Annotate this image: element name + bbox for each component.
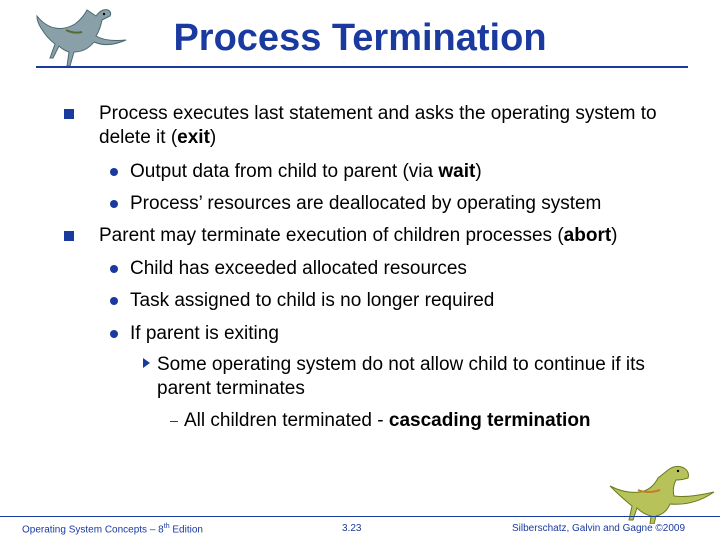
bullet-2-3-1-1-pre: All children terminated - — [184, 410, 389, 431]
dot-bullet-icon — [110, 297, 118, 305]
bullet-2-3-1: Some operating system do not allow child to continue if its parent terminates — [157, 354, 645, 399]
dot-bullet-icon — [110, 330, 118, 338]
bullet-1-post: ) — [209, 127, 217, 148]
bullet-2-3-1-1-bold: cascading termination — [388, 410, 591, 431]
footer-divider — [0, 516, 720, 517]
footer-book-tail: Edition — [169, 524, 203, 536]
dash-bullet-icon — [170, 421, 178, 422]
dot-bullet-icon — [110, 200, 118, 208]
footer-authors: Silberschatz, Galvin and Gagne ©2009 — [512, 523, 686, 534]
bullet-2-1: Child has exceeded allocated resources — [130, 258, 467, 279]
title-divider — [36, 66, 688, 68]
bullet-1-bold: exit — [177, 127, 210, 148]
bullet-2-3: If parent is exiting — [130, 323, 279, 344]
footer-book-sup: th — [163, 523, 170, 530]
square-bullet-icon — [64, 109, 74, 119]
triangle-bullet-icon — [143, 358, 150, 368]
dinosaur-logo-icon — [26, 6, 138, 68]
page-title: Process Termination — [173, 17, 547, 59]
footer-book-main: Operating System Concepts – 8 — [22, 524, 164, 536]
bullet-2 — [99, 224, 618, 248]
bullet-2-3-1-1 — [184, 409, 591, 433]
bullet-2-pre: Parent may terminate execution of children processes ( — [99, 225, 564, 246]
dinosaur-illustration-icon — [608, 462, 718, 524]
dot-bullet-icon — [110, 168, 118, 176]
bullet-2-post: ) — [611, 225, 618, 246]
bullet-2-2: Task assigned to child is no longer required — [130, 290, 495, 311]
bullet-1-1-post: ) — [475, 161, 482, 182]
footer-page-number: 3.23 — [342, 523, 362, 534]
bullet-1-pre: Process executes last statement and asks the operating system to delete it ( — [99, 103, 657, 148]
square-bullet-icon — [64, 231, 74, 241]
bullet-2-bold: abort — [563, 225, 612, 246]
bullet-1-1-bold: wait — [438, 161, 476, 182]
bullet-1 — [99, 102, 699, 150]
bullet-1-1 — [130, 160, 482, 184]
footer-book — [22, 523, 203, 535]
bullet-1-1-pre: Output data from child to parent (via — [130, 161, 439, 182]
bullet-1-2: Process’ resources are deallocated by operating system — [130, 193, 602, 214]
dot-bullet-icon — [110, 265, 118, 273]
